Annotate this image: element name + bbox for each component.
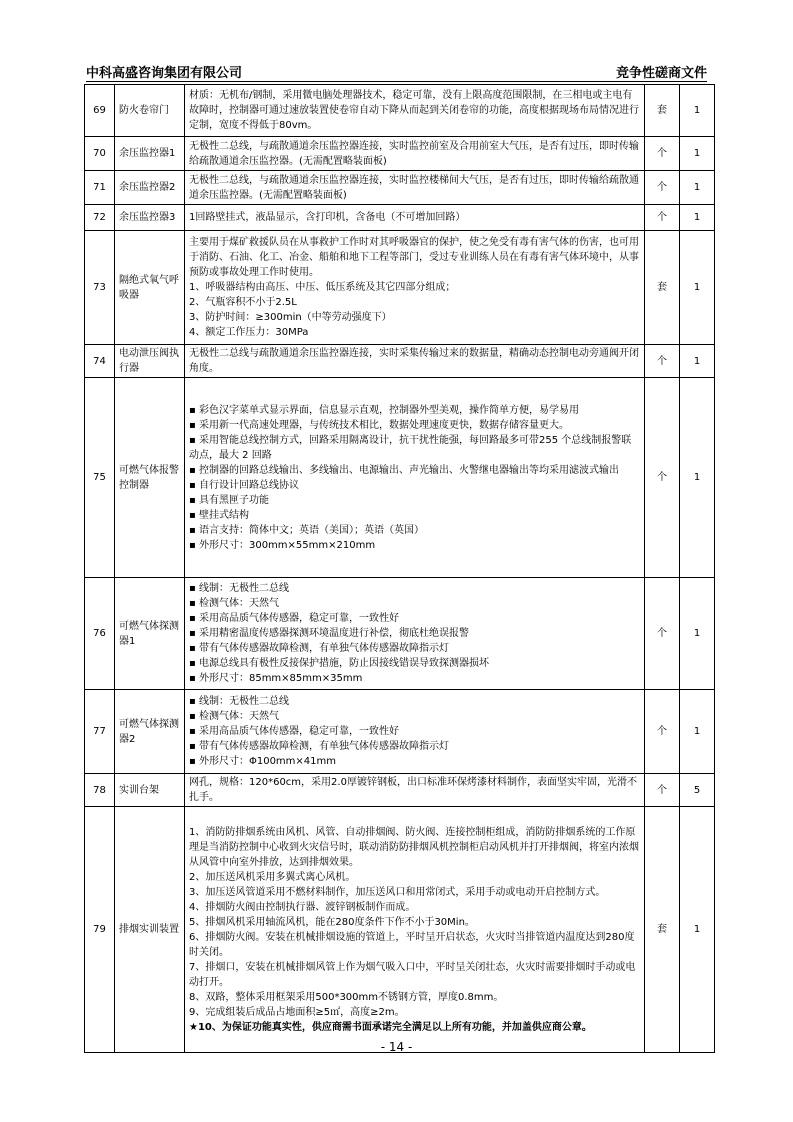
item-description — [185, 137, 645, 171]
description-bullet: ▪ 控制器的回路总线输出、多线输出、电源输出、声光输出、火警继电器输出等均采用滤波式输出 — [189, 463, 640, 478]
item-name: 可燃气体报警控制器 — [115, 378, 185, 578]
item-name: 余压监控器1 — [115, 137, 185, 171]
item-quantity: 1 — [680, 205, 715, 231]
description-bullet: ▪ 线制：无极性二总线 — [189, 581, 640, 596]
item-description — [185, 774, 645, 807]
table-row — [85, 205, 715, 231]
item-unit: 套 — [645, 231, 680, 345]
item-unit: 套 — [645, 807, 680, 1053]
description-line: 材质：无机布/钢制，采用微电脑处理器技术，稳定可靠，没有上限高度范围限制，在三相电或主电有故障时，控制器可通过速放装置使卷帘自动下降从而起到关闭卷帘的功能，高度根据现场布局情况进行定制，宽度不得低于80vm。 — [189, 90, 639, 131]
description-bullet: ▪ 壁挂式结构 — [189, 508, 640, 523]
item-quantity: 1 — [680, 137, 715, 171]
item-number: 69 — [85, 85, 115, 137]
description-bullet: ▪ 电源总线具有极性反接保护措施，防止因接线错误导致探测器损坏 — [189, 656, 640, 671]
item-unit: 个 — [645, 205, 680, 231]
item-description — [185, 578, 645, 690]
item-unit: 个 — [645, 137, 680, 171]
description-line: 9、完成组装后成品占地面积≥5㎡，高度≥2m。 — [189, 1006, 405, 1018]
commitment-note: ★10、为保证功能真实性，供应商需书面承诺完全满足以上所有功能，并加盖供应商公章。 — [189, 1021, 592, 1033]
description-bullet: ▪ 采用新一代高速处理器，与传统技术相比，数据处理速度更快，数据存储容量更大。 — [189, 418, 640, 433]
item-quantity: 1 — [680, 345, 715, 378]
description-line: 1回路壁挂式，液晶显示，含打印机，含备电（不可增加回路） — [189, 212, 466, 223]
description-line: 2、气瓶容积不小于2.5L — [189, 297, 297, 308]
item-unit: 个 — [645, 774, 680, 807]
item-number: 79 — [85, 807, 115, 1053]
description-line: 7、排烟口，安装在机械排烟风管上作为烟气吸入口中，平时呈关闭壮态，火灾时需要排烟时手动或电动打开。 — [189, 961, 636, 988]
description-line: 3、加压送风管道采用不燃材料制作，加压送风口和用常闭式，采用手动或电动开启控制方式。 — [189, 886, 606, 898]
item-number: 78 — [85, 774, 115, 807]
description-line: 6、排烟防火阀。安装在机械排烟设施的管道上，平时呈开启状态，火灾时当排管道内温度达到280度时关闭。 — [189, 931, 635, 958]
item-description — [185, 85, 645, 137]
description-bullet: ▪ 采用高品质气体传感器，稳定可靠，一致性好 — [189, 724, 640, 739]
item-name: 电动泄压阀执行器 — [115, 345, 185, 378]
description-bullet: ▪ 外形尺寸：300mm×55mm×210mm — [189, 538, 640, 553]
item-name: 防火卷帘门 — [115, 85, 185, 137]
description-line: 1、呼吸器结构由高压、中压、低压系统及其它四部分组成； — [189, 282, 456, 293]
description-bullet: ▪ 自行设计回路总线协议 — [189, 478, 640, 493]
item-description — [185, 231, 645, 345]
item-name: 余压监控器2 — [115, 171, 185, 205]
description-line: 3、防护时间：≥300min（中等劳动强度下） — [189, 312, 392, 323]
item-quantity: 1 — [680, 807, 715, 1053]
item-number: 72 — [85, 205, 115, 231]
table-row — [85, 137, 715, 171]
spec-table-body — [85, 85, 715, 1053]
table-row — [85, 85, 715, 137]
item-description — [185, 205, 645, 231]
item-number: 76 — [85, 578, 115, 690]
description-bullet: ▪ 彩色汉字菜单式显示界面，信息显示直观，控制器外型美观，操作简单方便，易学易用 — [189, 403, 640, 418]
table-row — [85, 231, 715, 345]
description-bullet: ▪ 语言支持：简体中文；英语（美国）；英语（英国） — [189, 523, 640, 538]
item-unit: 个 — [645, 345, 680, 378]
description-line: 无极性二总线与疏散通道余压监控器连接，实时采集传输过来的数据量，精确动态控制电动旁通阀开闭角度。 — [189, 348, 639, 374]
item-description — [185, 345, 645, 378]
item-name: 可燃气体探测器1 — [115, 578, 185, 690]
table-row — [85, 807, 715, 1053]
description-bullet: ▪ 外形尺寸：Φ100mm×41mm — [189, 754, 640, 769]
item-unit: 个 — [645, 690, 680, 774]
item-quantity: 1 — [680, 171, 715, 205]
table-row — [85, 578, 715, 690]
description-line: 4、额定工作压力：30MPa — [189, 327, 309, 338]
description-line: 8、双路，整体采用框架采用500*300mm不锈钢方管，厚度0.8mm。 — [189, 991, 504, 1003]
description-bullet: ▪ 带有气体传感器故障检测，有单独气体传感器故障指示灯 — [189, 739, 640, 754]
description-line: 无极性二总线，与疏散通道余压监控器连接，实时监控楼梯间大气压，是否有过压，即时传输给疏散通道余压监控器。(无需配置略装面板) — [189, 174, 639, 201]
company-name: 中科高盛咨询集团有限公司 — [86, 66, 243, 81]
item-unit: 套 — [645, 85, 680, 137]
table-row — [85, 378, 715, 578]
description-line: 2、加压送风机采用多翼式离心风机。 — [189, 871, 356, 883]
table-row — [85, 690, 715, 774]
description-bullet: ▪ 检测气体：天然气 — [189, 596, 640, 611]
description-bullet: ▪ 外形尺寸：85mm×85mm×35mm — [189, 671, 640, 686]
document-title: 竞争性磋商文件 — [615, 66, 707, 81]
description-line: 4、排烟防火阀由控制执行器、渡锌钢板制作而成。 — [189, 901, 416, 913]
item-description — [185, 171, 645, 205]
item-number: 70 — [85, 137, 115, 171]
item-quantity: 1 — [680, 85, 715, 137]
item-description — [185, 378, 645, 578]
description-bullet: ▪ 采用精密温度传感器探测环境温度进行补偿，彻底杜绝误报警 — [189, 626, 640, 641]
item-quantity: 5 — [680, 774, 715, 807]
description-line: 5、排烟风机采用轴流风机，能在280度条件下作不小于30Min。 — [189, 916, 475, 928]
item-number: 75 — [85, 378, 115, 578]
item-name: 实训台架 — [115, 774, 185, 807]
description-bullet: ▪ 检测气体：天然气 — [189, 709, 640, 724]
item-name: 余压监控器3 — [115, 205, 185, 231]
item-quantity: 1 — [680, 690, 715, 774]
table-row — [85, 171, 715, 205]
description-bullet: ▪ 具有黑匣子功能 — [189, 493, 640, 508]
item-number: 71 — [85, 171, 115, 205]
item-number: 74 — [85, 345, 115, 378]
description-bullet: ▪ 采用高品质气体传感器，稳定可靠，一致性好 — [189, 611, 640, 626]
item-description — [185, 690, 645, 774]
item-description — [185, 807, 645, 1053]
item-unit: 个 — [645, 578, 680, 690]
header-divider — [86, 81, 707, 82]
table-row — [85, 774, 715, 807]
item-quantity: 1 — [680, 231, 715, 345]
description-line: 无极性二总线，与疏散通道余压监控器连接，实时监控前室及合用前室大气压，是否有过压，即时传输给疏散通道余压监控器。(无需配置略装面板) — [189, 140, 639, 167]
item-quantity: 1 — [680, 378, 715, 578]
description-line: 主要用于煤矿救援队员在从事救护工作时对其呼吸器官的保护，使之免受有毒有害气体的伤害，也可用于消防、石油、化工、冶金、船舶和地下工程等部门，受过专业训练人员在有毒有害气体环境中，从事预防或事故处理工作时使用。 — [189, 237, 639, 278]
item-number: 73 — [85, 231, 115, 345]
description-line: 网孔，规格：120*60cm，采用2.0厚镀锌钢板，出口标准环保烤漆材料制作，表面坚实牢固，光滑不扎手。 — [189, 777, 637, 803]
item-quantity: 1 — [680, 578, 715, 690]
table-row — [85, 345, 715, 378]
page-header — [86, 62, 707, 80]
page-number: - 14 - — [380, 1040, 413, 1054]
item-name: 隔绝式氧气呼吸器 — [115, 231, 185, 345]
item-unit: 个 — [645, 171, 680, 205]
spec-table — [84, 84, 715, 1053]
item-unit: 个 — [645, 378, 680, 578]
item-number: 77 — [85, 690, 115, 774]
description-line: 1、消防防排烟系统由风机、风管、自动排烟阀、防火阀、连接控制柜组成，消防防排烟系统的工作原理是当消防控制中心收到火灾信号时，联动消防防排烟风机控制柜启动风机并打开排烟阀，将室内浓烟从风管中向室外排放，达到排烟效果。 — [189, 826, 639, 868]
description-bullet: ▪ 采用智能总线控制方式，回路采用隔离设计，抗干扰性能强，每回路最多可带255 个总线制报警联动点，最大 2 回路 — [189, 433, 640, 463]
description-bullet: ▪ 线制：无极性二总线 — [189, 694, 640, 709]
description-bullet: ▪ 带有气体传感器故障检测，有单独气体传感器故障指示灯 — [189, 641, 640, 656]
item-name: 可燃气体探测器2 — [115, 690, 185, 774]
item-name: 排烟实训装置 — [115, 807, 185, 1053]
